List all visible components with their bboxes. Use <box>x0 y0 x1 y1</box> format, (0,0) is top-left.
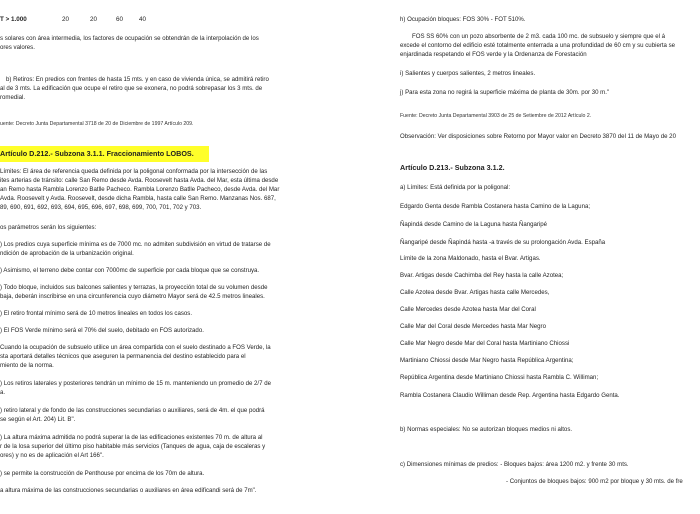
table-cell: 40 <box>139 16 147 23</box>
text-line: 89, 690, 691, 692, 693, 694, 695, 696, 697, 698, 699, 700, 701, 702 y 703. <box>0 204 202 211</box>
list-item: j) Para esta zona no regirá la superficie máxima de planta de 30m. por 30 m." <box>400 89 610 96</box>
boundary-item: Calle Mar Negro desde Mar del Coral hasta Martiniano Chiossi <box>400 340 570 347</box>
list-item: ) La altura máxima admitida no podrá superar la de las edificaciones existentes 70 m. de altura al <box>0 434 263 441</box>
text-line: enjardinada respetando el FOS verde y la Ordenanza de Forestación <box>400 51 587 58</box>
list-item: ) retiro lateral y de fondo de las construcciones secundarias o auxiliares, será de 4m. el que podrá <box>0 407 265 414</box>
text-line: - Conjuntos de bloques bajos: 900 m2 por bloque y 30 mts. de fre <box>506 478 683 485</box>
text-line: sta aportará detalles técnicos que aseguren la permanencia del destino establecido para el <box>0 353 246 360</box>
boundary-item: República Argentina desde Martiniano Chiossi hasta Rambla C. Williman; <box>400 374 599 381</box>
text-line: se según el Art. 204) Lit. B". <box>0 416 76 423</box>
table-cell: T > 1.000 <box>0 16 27 23</box>
boundary-item: Calle Azotea desde Bvar. Artigas hasta calle Mercedes, <box>400 289 550 296</box>
text-line: baja, deberán inscribirse en una circunferencia cuyo diámetro Mayor será de 42.5 metros lineales. <box>0 293 265 300</box>
list-item: ) Todo bloque, incluidos sus balcones salientes y terrazas, la proyección total de su volumen desde <box>0 284 268 291</box>
boundary-item: Calle Mercedes desde Azotea hasta Mar del Coral <box>400 306 536 313</box>
dimensiones-line: c) Dimensiones mínimas de predios: - Bloques bajos: área 1200 m2. y frente 30 mts. <box>400 461 629 468</box>
text-line: ores) y no es de aplicación el Art 166". <box>0 452 104 459</box>
text-line: a. <box>0 389 6 396</box>
list-item: ) Los retiros laterales y posteriores tendrán un mínimo de 15 m. manteniendo un promedio de 2/7 de <box>0 380 271 387</box>
article-heading: Artículo D.212.- Subzona 3.1.1. Fraccionamiento LOBOS. <box>0 149 194 158</box>
text-line: s solares con área intermedia, los factores de ocupación se obtendrán de la interpolación de los <box>0 35 259 42</box>
table-cell: 20 <box>62 16 70 23</box>
list-item: ) Asimismo, el terreno debe contar con 7000mc de superficie por cada bloque que se construya. <box>0 267 260 274</box>
boundary-item: Calle Mar del Coral desde Mercedes hasta Mar Negro <box>400 323 546 330</box>
text-line: Avda. Roosevelt y Avda. Roosevelt, desde dicha Rambla, hasta calle San Remo. Manzanas Nos. 687, <box>0 195 276 202</box>
article-heading: Artículo D.213.- Subzona 3.1.2. <box>400 163 505 172</box>
text-line: Cuando la ocupación de subsuelo utilice un área compartida con el suelo destinado a FOS Verde, la <box>0 344 271 351</box>
list-item: ) El retiro frontal mínimo será de 10 metros lineales en todos los casos. <box>0 310 193 317</box>
text-line: an Remo hasta Rambla Lorenzo Batlle Pacheco. Rambla Lorenzo Batlle Pacheco, desde Avda. del Mar <box>0 186 280 193</box>
text-line: al de 3 mts. La edificación que ocupe el retiro que se exonera, no podrá sobrepasar los 3 mts. de <box>0 85 263 92</box>
text-line: ites arterias de tránsito: calle San Remo desde Avda. Roosevelt hasta Avda. del Mar, esta última desde <box>0 177 279 184</box>
right-page-column <box>370 0 700 514</box>
text-line: r de la losa superior del último piso habitable más servicios (Tanques de agua, caja de escaleras y <box>0 443 266 450</box>
list-item: ) Los predios cuya superficie mínima es de 7000 mc. no admiten subdivisión en virtud de tratarse de <box>0 241 271 248</box>
boundary-item: Bvar. Artigas desde Cachimba del Rey hasta la calle Azotea; <box>400 272 564 279</box>
boundary-item: Ñangaripé desde Ñapindá hasta -a través de su prolongación Avda. España <box>400 239 606 246</box>
text-line: a altura máxima de las construcciones secundarias o auxiliares en área edificandi será de 7m". <box>0 487 257 494</box>
text-line: excede el contorno del edificio esté totalmente enterrada a una profundidad de 60 cm y su cubierta se <box>400 42 676 49</box>
boundary-item: Edgardo Genta desde Rambla Costanera hasta Camino de la Laguna; <box>400 203 591 210</box>
observation-line: Observación: Ver disposiciones sobre Retorno por Mayor valor en Decreto 3870 del 11 de Mayo de 20 <box>400 133 676 140</box>
source-citation: Fuente: Decreto Junta Departamental 3903 de 25 de Setiembre de 2012 Artículo 2. <box>400 113 592 119</box>
text-line: ores valores. <box>0 44 35 51</box>
boundary-item: Rambla Costanera Claudio Williman desde Rep. Argentina hasta Edgardo Genta. <box>400 392 620 399</box>
limites-paragraph: Límites: El área de referencia queda definida por la poligonal conformada por la intersección de las <box>0 168 268 175</box>
text-line: os parámetros serán los siguientes: <box>0 224 97 231</box>
text-line: FOS SS 60% con un pozo absorbente de 2 m3. cada 100 mc. de subsuelo y siempre que el á <box>412 33 666 40</box>
ocupacion-line: h) Ocupación bloques: FOS 30% - FOT 510%. <box>400 16 526 23</box>
limites-line: a) Límites: Está definida por la poligonal: <box>400 184 511 191</box>
text-line: romedial. <box>0 94 26 101</box>
list-item: ) El FOS Verde mínimo será el 70% del suelo, debitado en FOS autorizado. <box>0 327 204 334</box>
boundary-item: Ñapindá desde Camino de la Laguna hasta Ñangaripé <box>400 221 548 228</box>
retiros-paragraph: b) Retiros: En predios con frentes de hasta 15 mts. y en caso de vivienda única, se admitirá retiro <box>6 76 269 83</box>
list-item: i) Salientes y cuerpos salientes, 2 metros lineales. <box>400 70 536 77</box>
list-item: ) se permite la construcción de Penthouse por encima de los 70m de altura. <box>0 470 205 477</box>
highlighted-heading <box>0 146 209 162</box>
boundary-item: Martiniano Chiossi desde Mar Negro hasta República Argentina; <box>400 357 574 364</box>
text-line: ndición de aprobación de la urbanización original. <box>0 250 134 257</box>
boundary-item: Límite de la zona Maldonado, hasta el Bvar. Artigas. <box>400 255 541 262</box>
table-cell: 20 <box>90 16 98 23</box>
source-citation: uente: Decreto Junta Departamental 3718 de 20 de Diciembre de 1997 Artículo 209. <box>0 121 194 127</box>
text-line: miento de la norma. <box>0 362 54 369</box>
table-cell: 60 <box>116 16 124 23</box>
normas-line: b) Normas especiales: No se autorizan bloques medios ni altos. <box>400 426 573 433</box>
